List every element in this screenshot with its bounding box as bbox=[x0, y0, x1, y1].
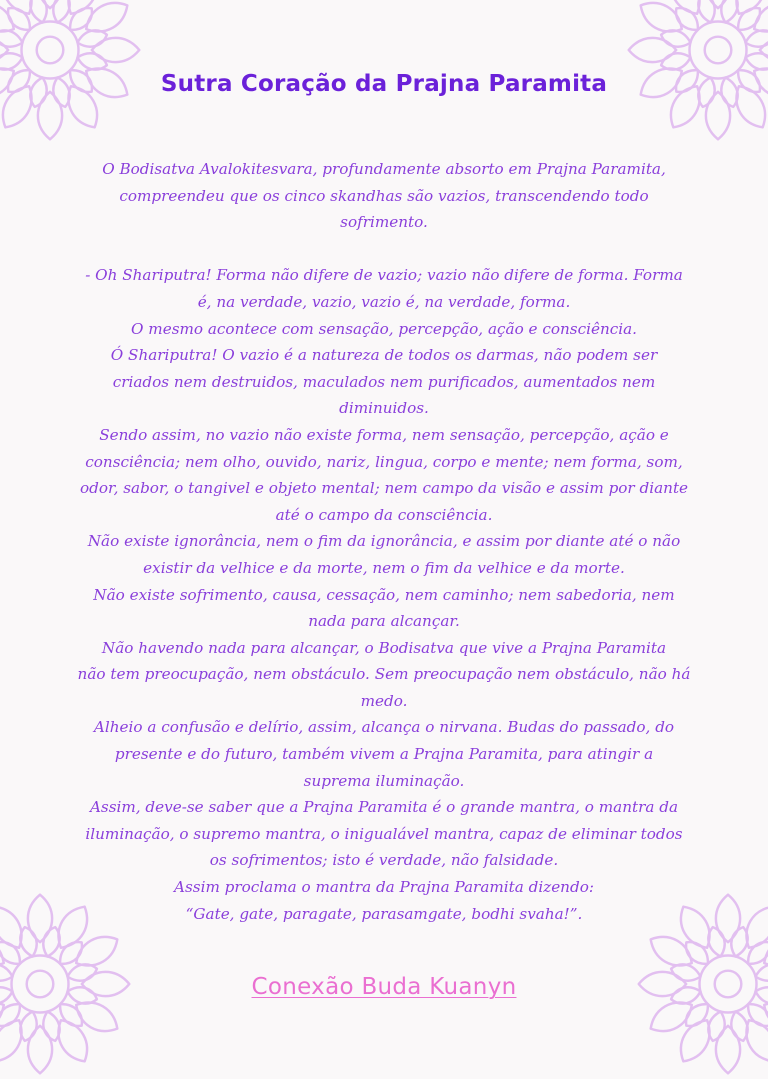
sutra-line: - Oh Shariputra! Forma não difere de vazio; vazio não difere de forma. Forma bbox=[85, 266, 683, 285]
paragraph-spacer bbox=[52, 236, 716, 263]
sutra-line: Ó Shariputra! O vazio é a natureza de todos os darmas, não podem ser bbox=[110, 346, 658, 365]
page-title: Sutra Coração da Prajna Paramita bbox=[160, 71, 608, 97]
sutra-line: O mesmo acontece com sensação, percepção, ação e consciência. bbox=[131, 319, 637, 338]
intro-line: sofrimento. bbox=[340, 213, 428, 232]
sutra-line: medo. bbox=[360, 691, 408, 710]
sutra-line: Sendo assim, no vazio não existe forma, nem sensação, percepção, ação e bbox=[99, 425, 669, 444]
intro-line: O Bodisatva Avalokitesvara, profundamente absorto em Prajna Paramita, bbox=[102, 160, 666, 178]
sutra-line: iluminação, o supremo mantra, o inigualável mantra, capaz de eliminar todos bbox=[85, 824, 683, 843]
sutra-line: Assim, deve-se saber que a Prajna Paramita é o grande mantra, o mantra da bbox=[89, 798, 679, 817]
sutra-line: Não existe ignorância, nem o fim da ignorância, e assim por diante até o não bbox=[87, 532, 681, 551]
sutra-line: Alheio a confusão e delírio, assim, alcança o nirvana. Budas do passado, do bbox=[93, 718, 675, 737]
mantra-line: “Gate, gate, paragate, parasamgate, bodhi svaha!”. bbox=[185, 904, 583, 923]
intro-line: compreendeu que os cinco skandhas são vazios, transcendendo todo bbox=[119, 186, 649, 205]
sutra-line: não tem preocupação, nem obstáculo. Sem preocupação nem obstáculo, não há bbox=[77, 665, 691, 684]
footer-link[interactable]: Conexão Buda Kuanyn bbox=[251, 974, 517, 1000]
sutra-line: odor, sabor, o tangivel e objeto mental; nem campo da visão e assim por diante bbox=[79, 479, 689, 498]
sutra-line: existir da velhice e da morte, nem o fim da velhice e da morte. bbox=[143, 558, 625, 577]
sutra-line: até o campo da consciência. bbox=[275, 505, 493, 524]
sutra-line: consciência; nem olho, ouvido, nariz, lingua, corpo e mente; nem forma, som, bbox=[85, 452, 683, 471]
sutra-line: Assim proclama o mantra da Prajna Paramita dizendo: bbox=[174, 878, 594, 897]
sutra-line: Não havendo nada para alcançar, o Bodisatva que vive a Prajna Paramita bbox=[101, 638, 667, 657]
sutra-line: suprema iluminação. bbox=[303, 771, 465, 790]
sutra-line: nada para alcançar. bbox=[308, 612, 460, 631]
sutra-line: diminuidos. bbox=[339, 399, 429, 418]
sutra-line: Não existe sofrimento, causa, cessação, nem caminho; nem sabedoria, nem bbox=[93, 585, 675, 604]
sutra-line: é, na verdade, vazio, vazio é, na verdade, forma. bbox=[197, 292, 571, 311]
sutra-text bbox=[52, 156, 716, 927]
sutra-line: presente e do futuro, também vivem a Prajna Paramita, para atingir a bbox=[114, 745, 654, 764]
sutra-line: os sofrimentos; isto é verdade, não falsidade. bbox=[209, 851, 559, 870]
sutra-line: criados nem destruidos, maculados nem purificados, aumentados nem bbox=[112, 372, 656, 391]
footer bbox=[0, 974, 768, 1000]
